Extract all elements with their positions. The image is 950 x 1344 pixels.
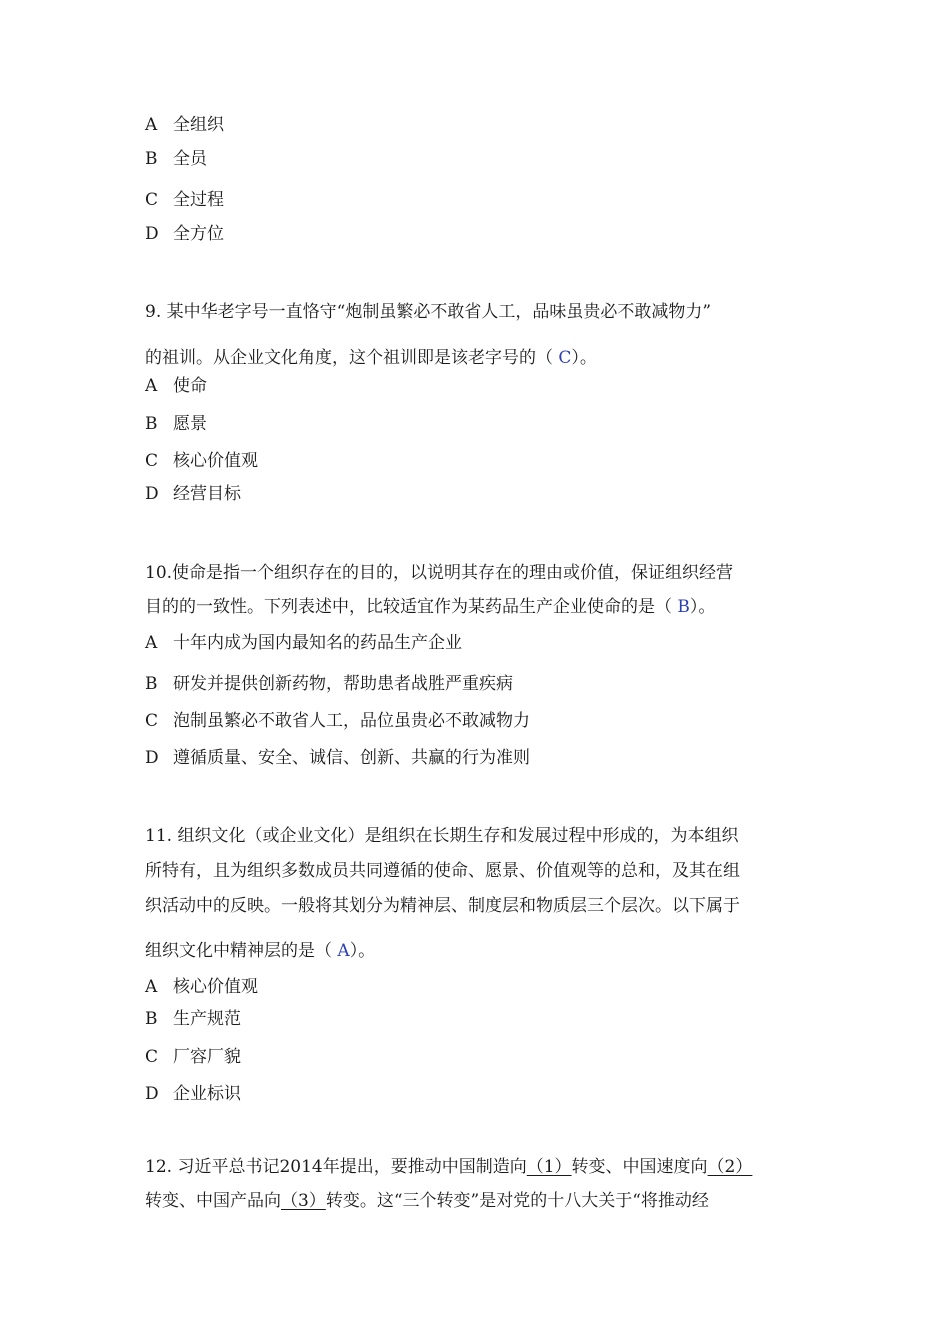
q11-stem-line3: 织活动中的反映。一般将其划分为精神层、制度层和物质层三个层次。以下属于 — [145, 896, 740, 916]
q10-option-c: C 泡制虽繁必不敢省人工，品位虽贵必不敢减物力 — [145, 711, 530, 731]
q10-option-b: B 研发并提供创新药物，帮助患者战胜严重疾病 — [145, 674, 513, 694]
q10-option-d: D 遵循质量、安全、诚信、创新、共赢的行为准则 — [145, 748, 530, 768]
q9-option-b: B 愿景 — [145, 414, 207, 434]
q12-blank-1: （1） — [526, 1157, 572, 1177]
q11-stem-line2: 所特有，且为组织多数成员共同遵循的使命、愿景、价值观等的总和，及其在组 — [145, 861, 740, 881]
q9-stem-line2: 的祖训。从企业文化角度，这个祖训即是该老字号的（ C）。 — [145, 348, 597, 368]
q12-blank-3: （3） — [281, 1191, 326, 1211]
q9-stem-line1: 9. 某中华老字号一直恪守“炮制虽繁必不敢省人工，品味虽贵必不敢减物力” — [145, 302, 712, 322]
q12-stem-line2: 转变、中国产品向（3）转变。这“三个转变”是对党的十八大关于“将推动经 — [145, 1191, 709, 1211]
q10-stem-line1: 10.使命是指一个组织存在的目的，以说明其存在的理由或价值，保证组织经营 — [145, 563, 734, 583]
q11-option-d: D 企业标识 — [145, 1084, 241, 1104]
q11-option-c: C 厂容厂貌 — [145, 1047, 241, 1067]
q8-option-a: A 全组织 — [145, 115, 224, 135]
q11-stem-line4: 组织文化中精神层的是（ A）。 — [145, 941, 376, 961]
q9-answer: C — [558, 348, 572, 368]
q12-stem-line1: 12. 习近平总书记2014年提出，要推动中国制造向（1）转变、中国速度向（2） — [145, 1157, 753, 1177]
q9-option-d: D 经营目标 — [145, 484, 241, 504]
q9-option-c: C 核心价值观 — [145, 451, 258, 471]
q8-option-d: D 全方位 — [145, 224, 224, 244]
q8-option-b: B 全员 — [145, 149, 207, 169]
q9-option-a: A 使命 — [145, 376, 207, 396]
q11-stem-line1: 11. 组织文化（或企业文化）是组织在长期生存和发展过程中形成的，为本组织 — [145, 826, 739, 846]
q11-answer: A — [337, 941, 350, 961]
q11-option-a: A 核心价值观 — [145, 977, 258, 997]
q8-option-c: C 全过程 — [145, 190, 224, 210]
q10-answer: B — [677, 597, 690, 617]
q10-option-a: A 十年内成为国内最知名的药品生产企业 — [145, 633, 462, 653]
q11-option-b: B 生产规范 — [145, 1009, 241, 1029]
q12-blank-2: （2） — [707, 1157, 753, 1177]
q10-stem-line2: 目的的一致性。下列表述中，比较适宜作为某药品生产企业使命的是（ B）。 — [145, 597, 716, 617]
